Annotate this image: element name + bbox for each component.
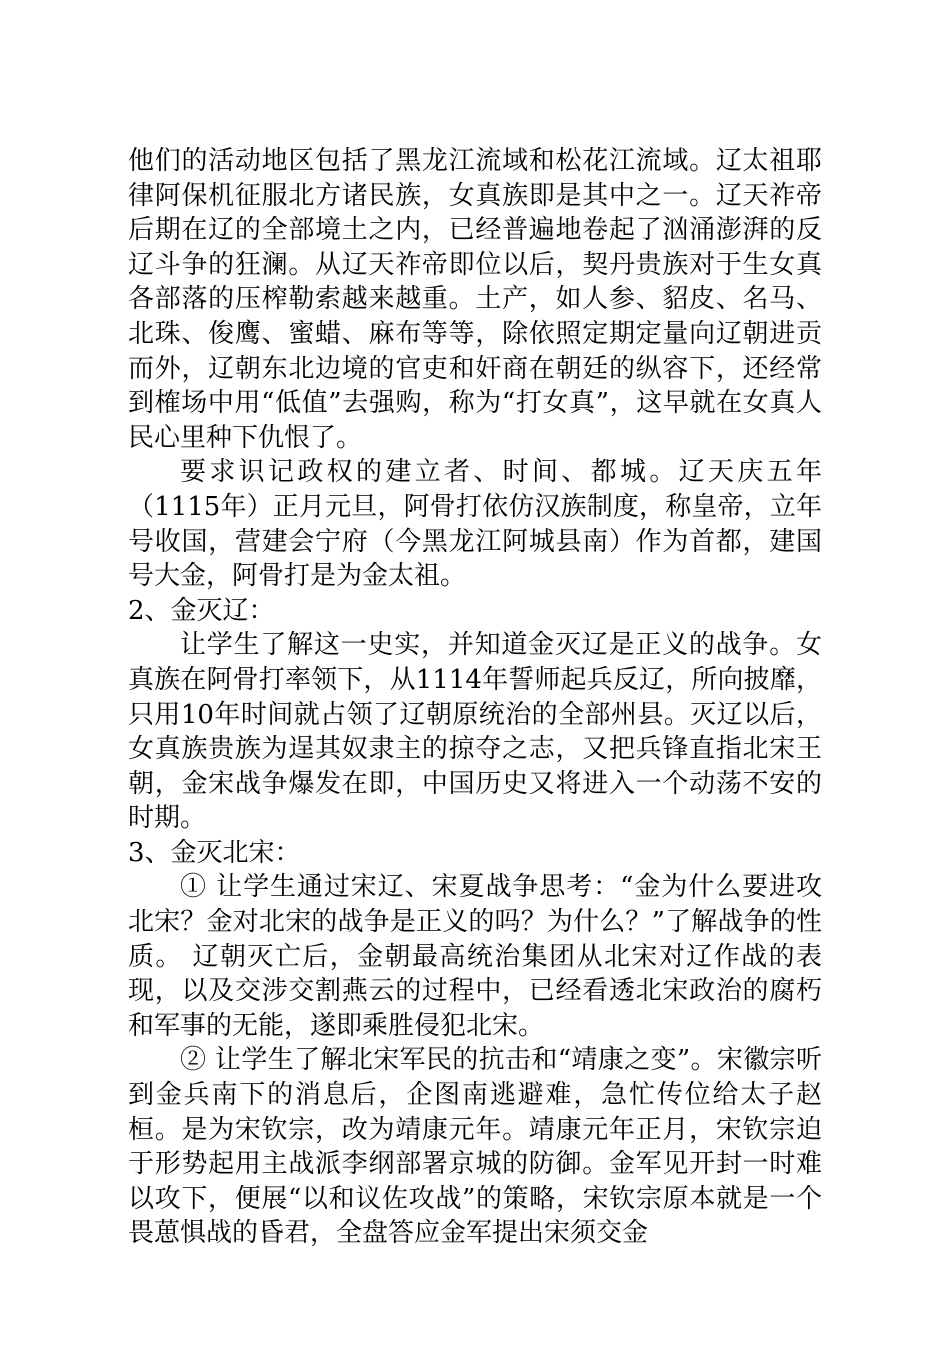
paragraph-2: 要求识记政权的建立者、时间、都城。辽天庆五年（1115年）正月元旦，阿骨打依仿汉族制度，称皇帝，立年号收国，营建会宁府（今黑龙江阿城县南）作为首都，建国号大金，阿骨打是为金太祖。: [128, 457, 822, 592]
section-heading-2: 2、金灭辽：: [128, 595, 275, 626]
paragraph-5: ② 让学生了解北宋军民的抗击和“靖康之变”。宋徽宗听到金兵南下的消息后，企图南逃避难，急忙传位给太子赵桓。是为宋钦宗，改为靖康元年。靖康元年正月，宋钦宗迫于形势起用主战派李纲部署京城的防御。金军见开封一时难以攻下，便展“以和议佐攻战”的策略，宋钦宗原本就是一个畏葸惧战的昏君，全盘答应金军提出宋须交金: [128, 1045, 822, 1249]
paragraph-4: ① 让学生通过宋辽、宋夏战争思考：“金为什么要进攻北宋？金对北宋的战争是正义的吗？为什么？”了解战争的性质。 辽朝灭亡后，金朝最高统治集团从北宋对辽作战的表现，以及交涉交割燕云的过程中，已经看透北宋政治的腐朽和军事的无能，遂即乘胜侵犯北宋。: [128, 872, 822, 1041]
section-heading-3: 3、金灭北宋：: [128, 837, 301, 868]
paragraph-1: 他们的活动地区包括了黑龙江流域和松花江流域。辽太祖耶律阿保机征服北方诸民族，女真族即是其中之一。辽天祚帝后期在辽的全部境土之内，已经普遍地卷起了汹涌澎湃的反辽斗争的狂澜。从辽天祚帝即位以后，契丹贵族对于生女真各部落的压榨勒索越来越重。土产，如人参、貂皮、名马、北珠、俊鹰、蜜蜡、麻布等等，除依照定期定量向辽朝进贡而外，辽朝东北边境的官吏和奸商在朝廷的纵容下，还经常到榷场中用“低值”去强购，称为“打女真”，这早就在女真人民心里种下仇恨了。: [128, 146, 822, 453]
document-body: [128, 144, 822, 1251]
paragraph-3: 让学生了解这一史实，并知道金灭辽是正义的战争。女真族在阿骨打率领下，从1114年誓师起兵反辽，所向披靡，只用10年时间就占领了辽朝原统治的全部州县。灭辽以后，女真族贵族为逞其奴隶主的掠夺之志，又把兵锋直指北宋王朝，金宋战争爆发在即，中国历史又将进入一个动荡不安的时期。: [128, 630, 822, 834]
